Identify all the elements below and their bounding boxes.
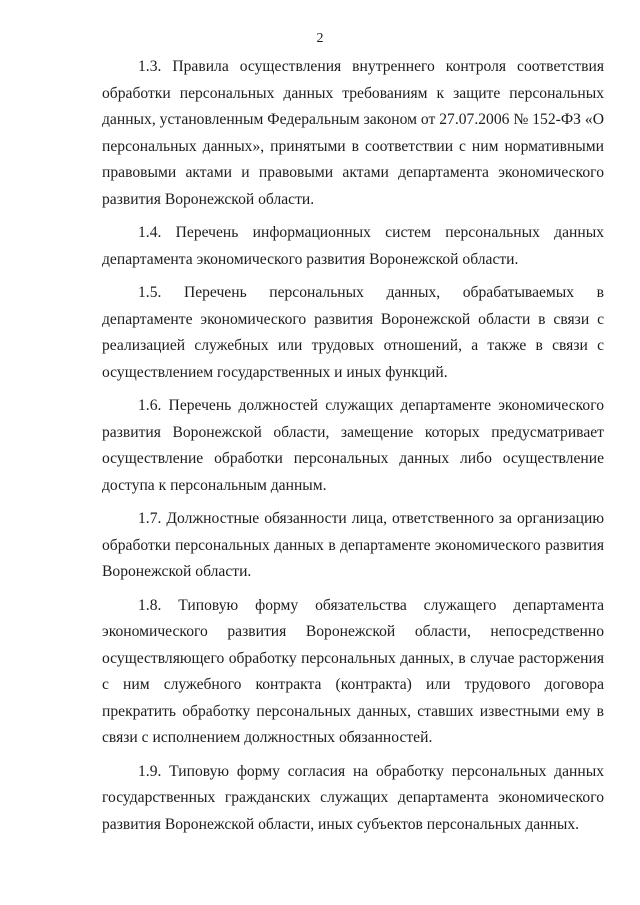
paragraph-1-7: 1.7. Должностные обязанности лица, ответственного за организацию обработки персональных данных в департаменте экономического развития Воронежской области. xyxy=(102,510,604,580)
document-body xyxy=(102,54,604,845)
page-number: 2 xyxy=(316,31,324,46)
paragraph-1-9: 1.9. Типовую форму согласия на обработку персональных данных государственных гражданских служащих департамента экономического развития Воронежской области, иных субъектов персональных данных. xyxy=(102,762,604,833)
paragraph-1-8: 1.8. Типовую форму обязательства служащего департамента экономического развития Воронежской области, непосредственно осуществляющего обработку персональных данных, в случае расторжения с ним служебного контракта (контракта) или трудового договора прекратить обработку персональных данных, ставших известными ему в связи с исполнением должностных обязанностей. xyxy=(102,596,604,746)
paragraph-1-6: 1.6. Перечень должностей служащих департаменте экономического развития Воронежской области, замещение которых предусматривает осуществление обработки персональных данных либо осуществление доступа к персональным данным. xyxy=(102,397,604,494)
paragraph-1-5: 1.5. Перечень персональных данных, обрабатываемых в департаменте экономического развития Воронежской области в связи с реализацией служебных или трудовых отношений, а также в связи с осуществлением государственных и иных функций. xyxy=(102,284,604,381)
paragraph-1-4: 1.4. Перечень информационных систем персональных данных департамента экономического развития Воронежской области. xyxy=(102,224,604,268)
paragraph-1-3: 1.3. Правила осуществления внутреннего контроля соответствия обработки персональных данных требованиям к защите персональных данных, установленным Федеральным законом от 27.07.2006 № 152-ФЗ «О персональных данных», принятыми в соответствии с ним нормативными правовыми актами и правовыми актами департамента экономического развития Воронежской области. xyxy=(102,58,604,208)
